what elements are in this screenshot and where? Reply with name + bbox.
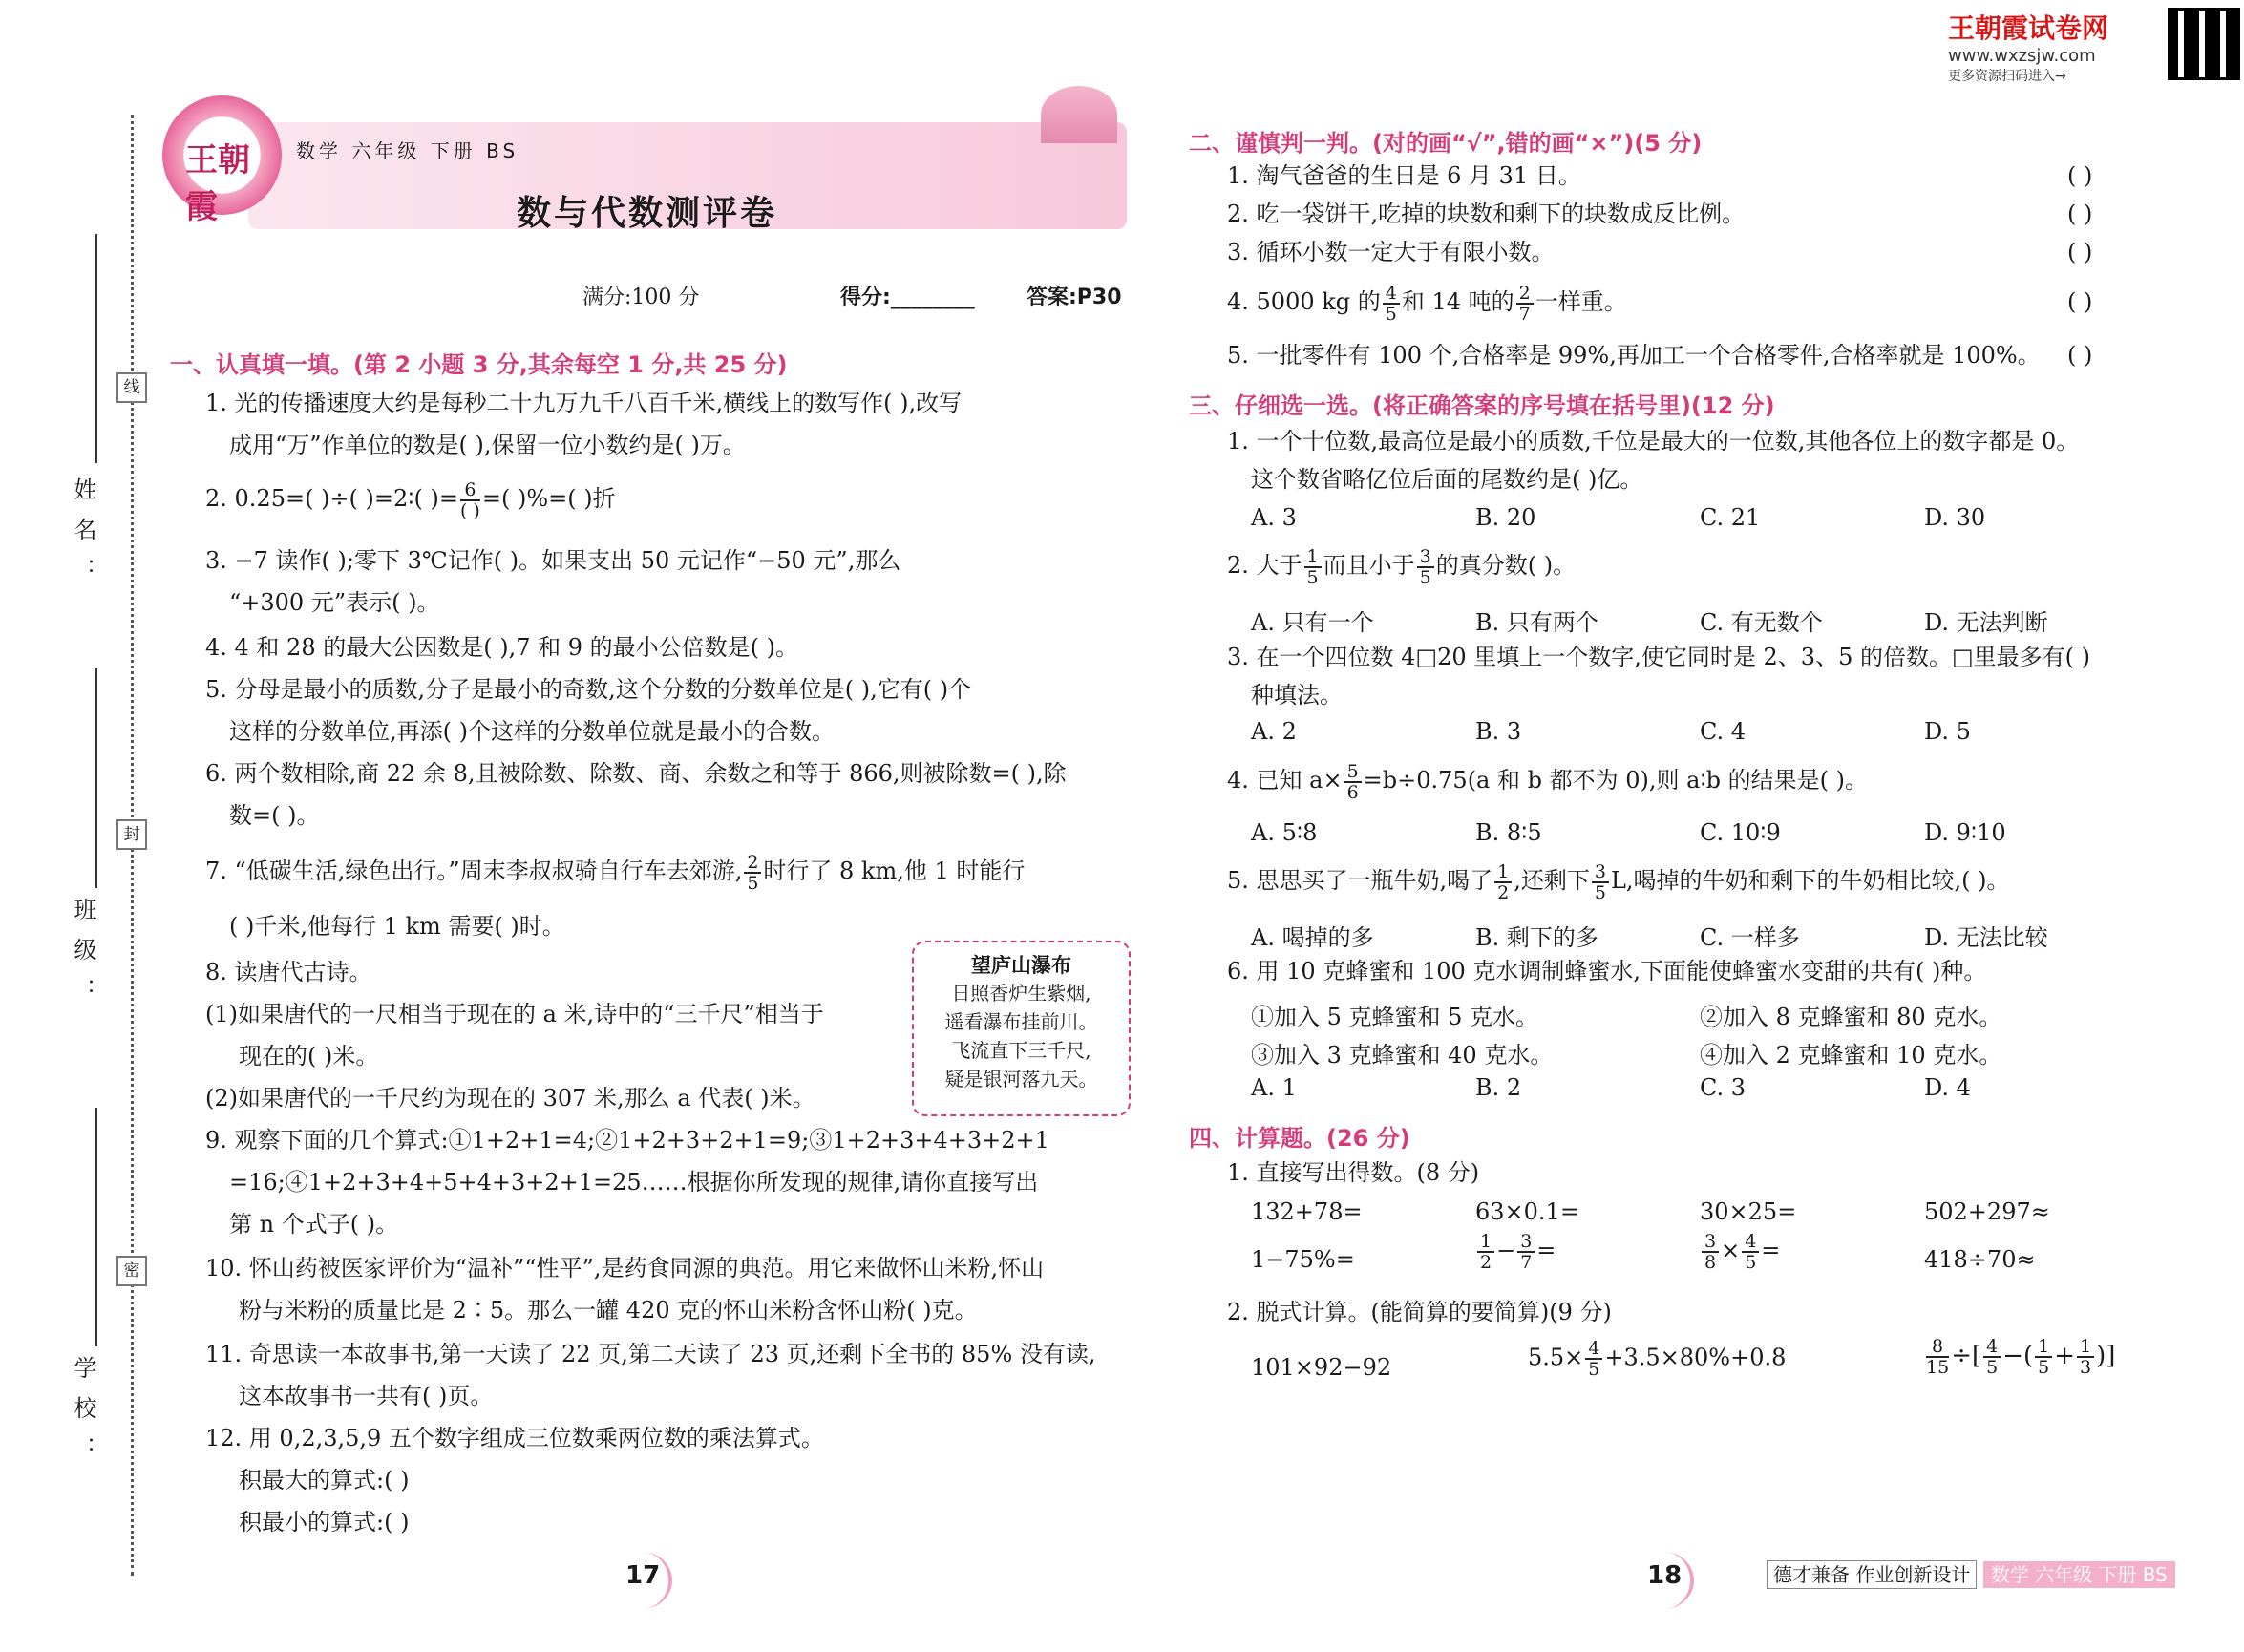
frac-num: 3 <box>1592 862 1609 883</box>
calc-item: 502+297≈ <box>1924 1198 2050 1225</box>
choice-3-option-d[interactable]: D. 5 <box>1924 718 1971 745</box>
choice-6-item-1: ①加入 5 克蜂蜜和 5 克水。 <box>1251 1004 1539 1030</box>
fraction <box>1516 284 1534 324</box>
calc-item-fraction-product: $\frac{3}{8}$ × $\frac{4}{5}$ = <box>1700 1232 1780 1272</box>
q1-line2: 成用“万”作单位的数是( ),保留一位小数约是( )万。 <box>229 432 746 458</box>
frac-num: 1 <box>1494 862 1512 883</box>
q7-text: 7. “低碳生活,绿色出行。”周末李叔叔骑自行车去郊游, <box>205 858 743 884</box>
judge-answer-box[interactable]: ( ) <box>2067 201 2093 227</box>
q8: 8. 读唐代古诗。 <box>205 959 372 985</box>
frac-den: 7 <box>1518 303 1531 325</box>
choice-5-option-a[interactable]: A. 喝掉的多 <box>1251 924 1374 951</box>
choice-3-option-c[interactable]: C. 4 <box>1700 718 1747 745</box>
section-3-title: 三、仔细选一选。(将正确答案的序号填在括号里)(12 分) <box>1189 392 1775 419</box>
subject-line: 数学 六年级 下册 BS <box>296 139 519 162</box>
q9-line3: 第 n 个式子( )。 <box>229 1211 399 1238</box>
q8-1-line2: 现在的( )米。 <box>239 1043 379 1070</box>
q1-line1: 1. 光的传播速度大约是每秒二十九万九千八百千米,横线上的数写作( ),改写 <box>205 390 963 416</box>
q9-line1: 9. 观察下面的几个算式:①1+2+1=4;②1+2+3+2+1=9;③1+2+3+4+3+2+1 <box>205 1127 1049 1154</box>
poem-line: 飞流直下三千尺, <box>951 1039 1091 1062</box>
frac-num: 4 <box>1383 284 1400 305</box>
choice-2-text-b: 而且小于 <box>1323 552 1415 579</box>
brand-name: 王朝霞试卷网 <box>1948 12 2109 44</box>
q7-text-b: 时行了 8 km,他 1 时能行 <box>763 858 1026 884</box>
choice-6-option-b[interactable]: B. 2 <box>1475 1074 1522 1101</box>
q7-frac-num: 2 <box>744 853 761 874</box>
calc-item: 30×25= <box>1700 1198 1797 1225</box>
choice-4-text-b: =b÷0.75(a 和 b 都不为 0),则 a∶b 的结果是( )。 <box>1363 767 1869 794</box>
q12-max: 积最大的算式:( ) <box>239 1467 410 1493</box>
choice-5-text-c: L,喝掉的牛奶和剩下的牛奶相比较,( )。 <box>1610 867 2010 894</box>
choice-2-option-c[interactable]: C. 有无数个 <box>1700 609 1823 636</box>
judge-3: 3. 循环小数一定大于有限小数。 <box>1227 239 1555 265</box>
page-title: 数与代数测评卷 <box>516 194 777 233</box>
page-number-right: 18 <box>1647 1561 1683 1590</box>
seal-box-seal: 封 <box>116 819 147 850</box>
q2-text-b: =( )%=( )折 <box>481 485 616 512</box>
choice-4-option-b[interactable]: B. 8∶5 <box>1475 819 1542 846</box>
choice-4-option-a[interactable]: A. 5∶8 <box>1251 819 1318 846</box>
fraction <box>1494 862 1512 902</box>
choice-1-line2: 这个数省略亿位后面的尾数约是( )亿。 <box>1251 466 1643 493</box>
judge-1: 1. 淘气爸爸的生日是 6 月 31 日。 <box>1227 162 1581 189</box>
q11-line2: 这本故事书一共有( )页。 <box>239 1383 494 1409</box>
choice-5 <box>1227 859 2010 902</box>
q11-line1: 11. 奇思读一本故事书,第一天读了 22 页,第二天读了 23 页,还剩下全书的 85% 没有读, <box>205 1341 1096 1367</box>
choice-3-line1: 3. 在一个四位数 4□20 里填上一个数字,使它同时是 2、3、5 的倍数。□里最多有( ) <box>1227 644 2090 670</box>
q9-line2: =16;④1+2+3+4+5+4+3+2+1=25……根据你所发现的规律,请你直接写出 <box>229 1169 1039 1196</box>
poem-line: 日照香炉生紫烟, <box>951 982 1091 1005</box>
section-2-title: 二、谨慎判一判。(对的画“√”,错的画“×”)(5 分) <box>1189 130 1703 157</box>
brand-url[interactable]: www.wxzsjw.com <box>1948 46 2096 66</box>
choice-1-option-b[interactable]: B. 20 <box>1475 504 1536 531</box>
q7-fraction <box>744 853 761 893</box>
frac-den: 6 <box>1346 781 1359 803</box>
header-banner <box>162 95 1132 233</box>
judge-4 <box>1227 281 1627 324</box>
calc-item: 132+78= <box>1251 1198 1363 1225</box>
choice-1-option-a[interactable]: A. 3 <box>1251 504 1297 531</box>
q2-text: 2. 0.25=( )÷( )=2∶( )= <box>205 485 458 512</box>
q2-frac-den: ( ) <box>459 499 480 521</box>
choice-1-option-c[interactable]: C. 21 <box>1700 504 1761 531</box>
seal-box-secret: 密 <box>116 1256 147 1286</box>
calc-2: 2. 脱式计算。(能简算的要简算)(9 分) <box>1227 1299 1612 1325</box>
frac-num: 3 <box>1417 547 1434 568</box>
seal-box-line: 线 <box>116 372 147 403</box>
section-1-title: 一、认真填一填。(第 2 小题 3 分,其余每空 1 分,共 25 分) <box>170 351 788 378</box>
judge-answer-box[interactable]: ( ) <box>2067 342 2093 369</box>
judge-4-text-b: 和 14 吨的 <box>1401 288 1514 315</box>
series-tag: 数学 六年级 下册 BS <box>1983 1561 2175 1588</box>
q8-2: (2)如果唐代的一千尺约为现在的 307 米,那么 a 代表( )米。 <box>205 1085 815 1112</box>
fraction <box>1417 547 1434 587</box>
choice-2-option-b[interactable]: B. 只有两个 <box>1475 609 1598 636</box>
judge-4-text-a: 4. 5000 kg 的 <box>1227 288 1381 315</box>
q6-line2: 数=( )。 <box>229 802 320 829</box>
choice-4-text-a: 4. 已知 a× <box>1227 767 1343 794</box>
frac-num: 5 <box>1344 762 1362 783</box>
poem-line: 遥看瀑布挂前川。 <box>944 1010 1098 1033</box>
q7-line2: ( )千米,他每行 1 km 需要( )时。 <box>229 913 565 940</box>
qr-code-icon[interactable] <box>2168 8 2240 80</box>
choice-5-text-a: 5. 思思买了一瓶牛奶,喝了 <box>1227 867 1493 894</box>
judge-2: 2. 吃一袋饼干,吃掉的块数和剩下的块数成反比例。 <box>1227 201 1746 227</box>
choice-6-item-3: ③加入 3 克蜂蜜和 40 克水。 <box>1251 1042 1554 1069</box>
choice-2-text-a: 2. 大于 <box>1227 552 1302 579</box>
choice-4 <box>1227 759 1868 802</box>
full-score: 满分:100 分 <box>582 286 700 309</box>
calc-2b: 5.5× $\frac{4}{5}$ +3.5×80%+0.8 <box>1528 1338 1787 1380</box>
calc-2c: $\frac{8}{15}$ ÷[ $\frac{4}{5}$ −( $\frac{1}{5}$ + $\frac{1}{3}$ )] <box>1926 1336 2116 1378</box>
fraction <box>1592 862 1609 902</box>
choice-2 <box>1227 544 1576 587</box>
q10-line2: 粉与米粉的质量比是 2∶5。那么一罐 420 克的怀山米粉含怀山粉( )克。 <box>239 1297 978 1324</box>
calc-item-fraction-diff: $\frac{1}{2}$ − $\frac{3}{7}$ = <box>1475 1232 1556 1272</box>
choice-2-text-c: 的真分数( )。 <box>1435 552 1577 579</box>
q2-frac-num: 6 <box>460 480 480 501</box>
q2 <box>205 477 616 520</box>
judge-answer-box[interactable]: ( ) <box>2067 288 2093 315</box>
choice-5-option-c[interactable]: C. 一样多 <box>1700 924 1800 951</box>
fraction <box>1383 284 1400 324</box>
calc-item: 418÷70≈ <box>1924 1246 2036 1273</box>
brand-tagline: 更多资源扫码进入→ <box>1948 69 2066 84</box>
frac-den: 5 <box>1594 881 1606 903</box>
brand-block <box>1948 8 2108 85</box>
q7-line1 <box>205 850 1025 893</box>
judge-answer-box[interactable]: ( ) <box>2067 239 2093 265</box>
q3-line2: “+300 元”表示( )。 <box>229 589 440 616</box>
calc-2b-text-a: 5.5× <box>1528 1344 1584 1371</box>
choice-3-line2: 种填法。 <box>1251 682 1343 709</box>
logo-text: 王朝霞 <box>185 141 250 226</box>
school-label: 学校： <box>70 1356 96 1476</box>
choice-1-line1: 1. 一个十位数,最高位是最小的质数,千位是最大的一位数,其他各位上的数字都是 0。 <box>1227 428 2080 455</box>
q3-line1: 3. −7 读作( );零下 3℃记作( )。如果支出 50 元记作“−50 元”,那么 <box>205 547 901 574</box>
choice-6-option-a[interactable]: A. 1 <box>1251 1074 1297 1101</box>
q2-fraction <box>460 480 480 520</box>
q4: 4. 4 和 28 的最大公因数是( ),7 和 9 的最小公倍数是( )。 <box>205 634 798 661</box>
q7-frac-den: 5 <box>747 872 759 894</box>
poem-title: 望庐山瀑布 <box>971 954 1071 977</box>
calc-item: 63×0.1= <box>1475 1198 1579 1225</box>
series-name: 德才兼备 作业创新设计 <box>1767 1560 1977 1589</box>
q12: 12. 用 0,2,3,5,9 五个数字组成三位数乘两位数的乘法算式。 <box>205 1425 824 1451</box>
answer-ref: 答案:P30 <box>1027 286 1122 309</box>
class-field[interactable] <box>95 668 97 888</box>
sunset-decoration <box>1041 86 1117 143</box>
choice-1-option-d[interactable]: D. 30 <box>1924 504 1986 531</box>
footer-series <box>1767 1559 2175 1587</box>
poem-line: 疑是银河落九天。 <box>944 1068 1098 1091</box>
q12-min: 积最小的算式:( ) <box>239 1509 410 1536</box>
choice-6-item-4: ④加入 2 克蜂蜜和 10 克水。 <box>1700 1042 2002 1069</box>
choice-4-option-d[interactable]: D. 9∶10 <box>1924 819 2006 846</box>
school-field[interactable] <box>95 1108 97 1346</box>
page-number-left: 17 <box>625 1561 661 1590</box>
calc-item: 1−75%= <box>1251 1246 1355 1273</box>
choice-6-option-d[interactable]: D. 4 <box>1924 1074 1971 1101</box>
calc-2a: 101×92−92 <box>1251 1354 1392 1381</box>
calc-1: 1. 直接写出得数。(8 分) <box>1227 1159 1480 1186</box>
choice-5-option-d[interactable]: D. 无法比较 <box>1924 924 2048 951</box>
frac-den: 5 <box>1419 566 1431 588</box>
name-label: 姓名： <box>70 477 96 598</box>
frac-num: 1 <box>1304 547 1322 568</box>
q5-line2: 这样的分数单位,再添( )个这样的分数单位就是最小的合数。 <box>229 718 835 745</box>
fraction <box>1304 547 1322 587</box>
choice-6-item-2: ②加入 8 克蜂蜜和 80 克水。 <box>1700 1004 2002 1030</box>
choice-2-option-d[interactable]: D. 无法判断 <box>1924 609 2048 636</box>
frac-den: 2 <box>1497 881 1510 903</box>
choice-5-text-b: ,还剩下 <box>1514 867 1590 894</box>
poem-box <box>912 941 1131 1116</box>
choice-5-option-b[interactable]: B. 剩下的多 <box>1475 924 1598 951</box>
q10-line1: 10. 怀山药被医家评价为“温补”“性平”,是药食同源的典范。用它来做怀山米粉,怀山 <box>205 1255 1045 1281</box>
judge-4-text-c: 一样重。 <box>1535 288 1627 315</box>
binding-margin <box>0 0 153 1652</box>
choice-6: 6. 用 10 克蜂蜜和 100 克水调制蜂蜜水,下面能使蜂蜜水变甜的共有( )种。 <box>1227 958 1987 985</box>
judge-5: 5. 一批零件有 100 个,合格率是 99%,再加工一个合格零件,合格率就是 100%。 <box>1227 342 2041 369</box>
frac-den: 5 <box>1306 566 1319 588</box>
q6-line1: 6. 两个数相除,商 22 余 8,且被除数、除数、商、余数之和等于 866,则被除数=( ),除 <box>205 760 1067 787</box>
calc-2b-text-b: +3.5×80%+0.8 <box>1604 1344 1787 1371</box>
class-label: 班级： <box>70 898 96 1018</box>
q8-1-line1: (1)如果唐代的一尺相当于现在的 a 米,诗中的“三千尺”相当于 <box>205 1001 824 1027</box>
choice-4-option-c[interactable]: C. 10∶9 <box>1700 819 1781 846</box>
frac-num: 2 <box>1516 284 1534 305</box>
score-field[interactable]: 得分:________ <box>840 286 975 309</box>
choice-3-option-a[interactable]: A. 2 <box>1251 718 1297 745</box>
q5-line1: 5. 分母是最小的质数,分子是最小的奇数,这个分数的分数单位是( ),它有( )个 <box>205 676 972 703</box>
name-field[interactable] <box>95 234 97 463</box>
frac-den: 5 <box>1385 303 1397 325</box>
judge-answer-box[interactable]: ( ) <box>2067 162 2093 189</box>
section-4-title: 四、计算题。(26 分) <box>1189 1125 1410 1152</box>
choice-2-option-a[interactable]: A. 只有一个 <box>1251 609 1374 636</box>
choice-3-option-b[interactable]: B. 3 <box>1475 718 1522 745</box>
fraction <box>1344 762 1362 802</box>
choice-6-option-c[interactable]: C. 3 <box>1700 1074 1747 1101</box>
